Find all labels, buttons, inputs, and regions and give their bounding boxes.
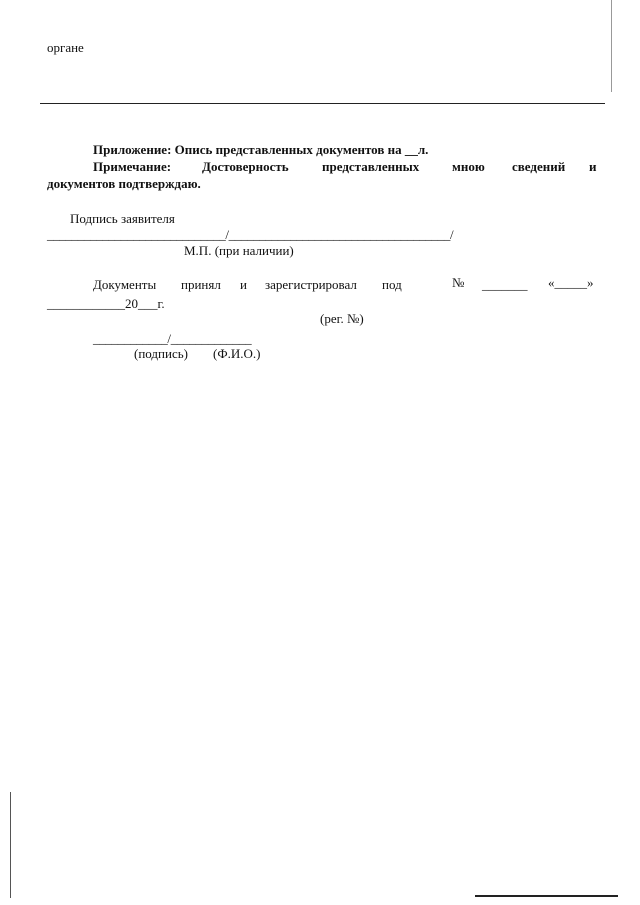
separator-line — [40, 103, 605, 104]
stamp-label: М.П. (при наличии) — [184, 243, 294, 258]
left-edge-mark — [10, 792, 11, 898]
note-word-5: и — [589, 159, 597, 174]
received-word-2: принял — [181, 277, 221, 292]
note-label: Примечание: — [93, 159, 172, 174]
note-word-4: сведений — [512, 159, 566, 174]
received-word-1: Документы — [93, 277, 157, 292]
appendix-text: Опись представленных документов на __л. — [174, 142, 429, 157]
signature-line: _____________________________/____________________________________/ — [47, 227, 454, 242]
date-line: ____________20___г. — [47, 296, 165, 311]
fio-caption: (Ф.И.О.) — [213, 346, 261, 361]
bottom-right-line — [475, 895, 618, 897]
note-continuation: документов подтверждаю. — [47, 176, 201, 191]
received-word-3: и — [240, 277, 247, 292]
receiver-signature-line: ____________/_____________ — [93, 331, 252, 346]
signature-label: Подпись заявителя — [70, 211, 175, 226]
note-word-2: представленных — [322, 159, 420, 174]
date-open: «_____» — [548, 275, 594, 290]
appendix-row — [93, 142, 428, 157]
note-word-3: мною — [452, 159, 485, 174]
received-word-4: зарегистрировал — [265, 277, 357, 292]
number-sign: № — [452, 275, 465, 290]
appendix-label: Приложение: — [93, 142, 172, 157]
reg-label: (рег. №) — [320, 311, 364, 326]
top-word: органе — [47, 40, 84, 55]
right-edge-mark — [611, 0, 612, 92]
sign-caption: (подпись) — [134, 346, 188, 361]
received-word-5: под — [382, 277, 402, 292]
number-blank: _______ — [482, 277, 528, 292]
note-word-1: Достоверность — [202, 159, 289, 174]
